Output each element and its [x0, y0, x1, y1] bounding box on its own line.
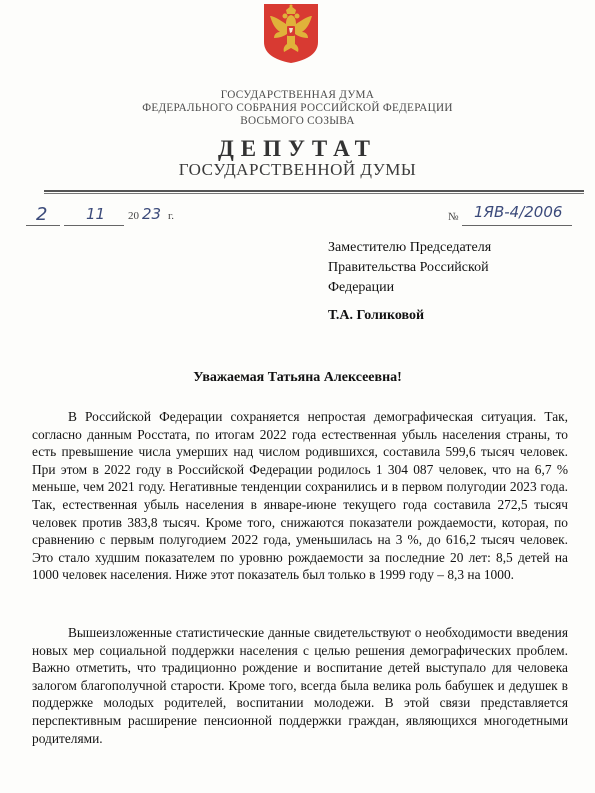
greeting: Уважаемая Татьяна Алексеевна! — [193, 370, 402, 385]
body-paragraph-1: В Российской Федерации сохраняется непростая демографическая ситуация. Так, согласно данным Росстата, по итогам 2022 года естественная убыль населения страны, то есть превышение числа умерших над числом родившихся, составила 599,6 тысяч человек. При этом в 2022 году в Российской Федерации родилось 1 304 087 человек, что на 6,7 % меньше, чем 2021 году. Негативные тенденции сохранились и в первом полугодии 2023 года. Так, естественная убыль населения в январе-июне текущего года составила 272,5 тысяч человек против 383,8 тысяч. Кроме того, снижаются показатели рождаемости, которая, по сравнению с первым полугодием 2022 года, уменьшилась на 3 %, до 616,2 тысяч человек. Это стало худшим показателем по уровню рождаемости за последние 20 лет: 8,5 детей на 1000 человек населения. Ниже этот показатель был только в 1999 году – 8,3 на 1000. — [32, 409, 568, 583]
number-label: № — [448, 211, 459, 223]
header-divider-thin — [44, 193, 584, 194]
body-paragraph-2: Вышеизложенные статистические данные свидетельствуют о необходимости введения новых мер социальной поддержки населения с целью решения демографических проблем. Важно отметить, что традиционно рождение и воспитание детей выступало для человека залогом благополучной старости. Кроме того, всегда была велика роль бабушек и дедушек в поддержке молодых родителей, воспитании молодежи. В этой связи представляется перспективным расширение пенсионной поддержки граждан, являющихся многодетными родителями. — [32, 625, 568, 746]
addressee-line-1: Заместителю Председателя — [328, 240, 492, 255]
date-year-suffix: г. — [168, 210, 175, 222]
header-divider — [44, 190, 584, 192]
addressee-line-2: Правительства Российской — [328, 260, 489, 275]
date-year-handwritten: 23 — [142, 205, 162, 223]
coat-of-arms-icon — [262, 2, 320, 64]
date-day: 2 — [36, 204, 48, 225]
letterhead-title: ДЕПУТАТ — [217, 136, 378, 161]
date-month: 11 — [86, 205, 106, 223]
addressee-name: Т.А. Голиковой — [328, 308, 425, 323]
date-day-line — [26, 225, 60, 226]
org-line-1: ГОСУДАРСТВЕННАЯ ДУМА — [220, 89, 375, 101]
document-number: 1ЯВ-4/2006 — [474, 203, 563, 221]
date-month-line — [64, 225, 124, 226]
number-line — [462, 225, 572, 226]
addressee-line-3: Федерации — [328, 280, 395, 295]
date-year-prefix: 20 — [128, 210, 139, 222]
addressee-block — [328, 238, 491, 298]
org-line-2: ФЕДЕРАЛЬНОГО СОБРАНИЯ РОССИЙСКОЙ ФЕДЕРАЦИИ — [142, 102, 453, 114]
letterhead-subtitle: ГОСУДАРСТВЕННОЙ ДУМЫ — [178, 160, 417, 179]
org-line-3: ВОСЬМОГО СОЗЫВА — [240, 115, 355, 127]
